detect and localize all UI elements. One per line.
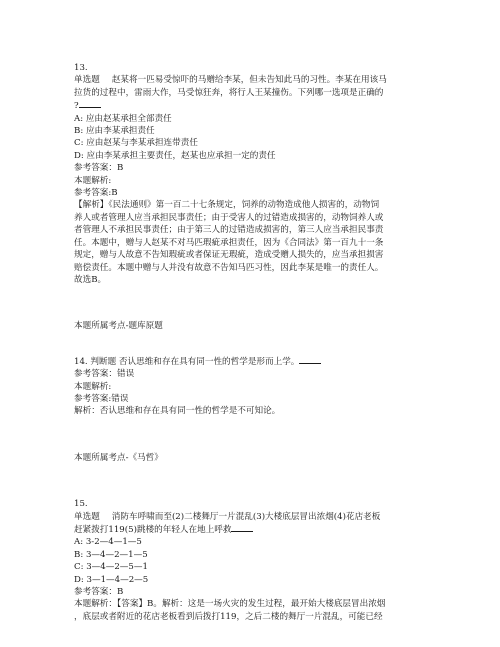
q15-type: 单选题 (74, 511, 100, 522)
spacer (74, 286, 434, 320)
q15-option-a: A: 3-2—4—1—5 (74, 537, 142, 548)
q14-analysis-label: 本题解析: (74, 381, 112, 392)
q15-option-b: B: 3—4—2—1—5 (74, 549, 148, 560)
q15-analysis-line-2: ，底层或者附近的花店老板看到后拨打119，之后二楼的舞厅一片混乱，可能已经 (74, 611, 383, 622)
q13-option-b: B: 应由李某承担责任 (74, 126, 155, 137)
q14-stem (74, 355, 434, 368)
q13-ref-answer-2: 参考答案:B (74, 188, 118, 199)
spacer (74, 418, 434, 452)
q15-ref-answer: 参考答案：B (74, 587, 124, 597)
q13-number: 13. (74, 63, 88, 73)
q14-ref-answer-2: 参考答案:错误 (74, 393, 129, 404)
q13-option-a: A: 应由赵某承担全部责任 (74, 113, 172, 124)
q14-analysis: 解析：否认思维和存在具有同一性的哲学是不可知论。 (74, 406, 281, 417)
q14-answer-blank (299, 355, 321, 364)
q14-ref-answer: 参考答案：错误 (74, 369, 135, 380)
q13-option-c: C: 应由赵某与李某承担连带责任 (74, 138, 198, 149)
q15-stem-line-2 (74, 523, 434, 536)
q13-ref-answer: 参考答案：B (74, 163, 124, 174)
q13-analysis-line-2: 养人或者管理人应当承担民事责任；由于受害人的过错造成损害的，动物饲养人或 (74, 212, 384, 223)
spacer (74, 333, 434, 355)
q15-stem-line-1 (74, 511, 434, 523)
q13-stem-text-1: 赵某将一匹易受惊吓的马赠给李某，但未告知此马的习性。李某在用该马 (111, 75, 387, 86)
q13-topic: 本题所属考点-题库原题 (74, 321, 163, 332)
q13-type: 单选题 (74, 75, 100, 86)
q14-stem-text: 14. 判断题 否认思维和存在具有同一性的哲学是形而上学。 (74, 356, 300, 367)
q13-option-d: D: 应由李某承担主要责任，赵某也应承担一定的责任 (74, 150, 276, 161)
q14-topic: 本题所属考点-《马哲》 (74, 452, 163, 463)
q15-number: 15. (74, 499, 88, 510)
q13-analysis-line-6: 赔偿责任。本题中赠与人并没有故意不告知马匹习性，因此李某是唯一的责任人。 (74, 262, 384, 273)
q13-analysis-line-7: 故选B。 (74, 274, 107, 285)
q13-analysis-line-4: 任。本题中，赠与人赵某不对马匹瑕疵承担责任，因为《合同法》第一百九十一条 (74, 237, 384, 248)
q15-option-d: D: 3—1—4—2—5 (74, 574, 149, 585)
spacer (74, 464, 434, 498)
q15-answer-blank (231, 523, 253, 532)
exam-content (74, 62, 434, 623)
q15-stem-text-1: 消防车呼啸而至(2)二楼舞厅一片混乱(3)大楼底层冒出浓烟(4)花店老板 (111, 511, 381, 522)
q13-stem-line-3 (74, 99, 434, 112)
q13-stem-line-1 (74, 74, 434, 86)
q13-stem-text-3: ? (74, 101, 79, 112)
q15-stem-text-2: 赶紧拨打119(5)跳楼的年轻人在地上呼救 (74, 524, 232, 535)
q13-analysis-line-5: 规定，赠与人故意不告知瑕疵或者保证无瑕疵，造成受赠人损失的，应当承担损害 (74, 250, 384, 261)
q13-analysis-line-3: 者管理人不承担民事责任；由于第三人的过错造成损害的，第三人应当承担民事责 (74, 225, 384, 236)
q13-analysis-label: 本题解析: (74, 175, 112, 186)
q13-answer-blank (79, 99, 101, 108)
q15-option-c: C: 3—4—2—5—1 (74, 562, 148, 573)
q13-analysis-line-1: 【解析】《民法通则》第一百二十七条规定，饲养的动物造成他人损害的，动物饲 (74, 200, 380, 211)
q15-analysis-line-1: 本题解析：【答案】B。解析：这是一场火灾的发生过程，最开始大楼底层冒出浓烟 (74, 599, 386, 610)
q13-stem-line-2: 拉货的过程中，雷雨大作，马受惊狂奔，将行人王某撞伤。下列哪一选项是正确的 (74, 87, 384, 98)
